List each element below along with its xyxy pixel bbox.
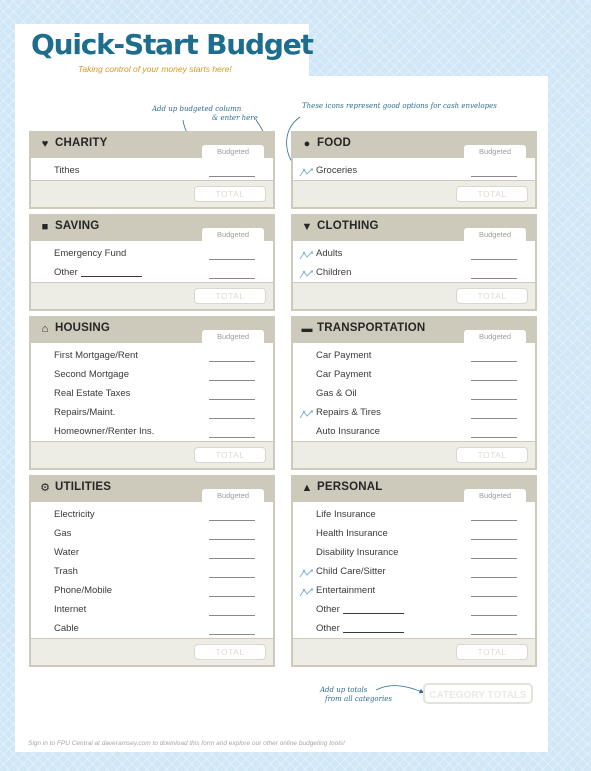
other-name-blank[interactable] [81,276,142,277]
section-total-field[interactable]: TOTAL [456,288,528,304]
budgeted-amount-field[interactable] [209,437,255,438]
section-saving [29,214,275,311]
footer-note: Sign in to FPU Central at daveramsey.com to download this form and explore our other online budgeting tools! [28,740,345,747]
budget-row [293,403,535,422]
budgeted-amount-field[interactable] [471,361,517,362]
budgeted-amount-field[interactable] [471,399,517,400]
row-label: Entertainment [316,585,376,596]
budgeted-amount-field[interactable] [209,520,255,521]
page-title: Quick-Start Budget [31,28,313,61]
note-add-up-budgeted [152,105,258,123]
house-icon: ⌂ [41,323,49,335]
budget-row [293,263,535,282]
row-label: Tithes [54,165,80,176]
budgeted-amount-field[interactable] [471,615,517,616]
gears-icon: ⚙ [40,482,50,494]
row-label: Auto Insurance [316,426,380,437]
budget-row [31,581,273,600]
section-header [293,316,535,343]
row-label: Cable [54,623,79,634]
note-add-up-totals [320,686,392,704]
row-label: Car Payment [316,350,372,361]
budget-row [293,543,535,562]
budgeted-amount-field[interactable] [209,539,255,540]
section-total-bar [293,441,535,470]
other-name-blank[interactable] [343,632,404,633]
budgeted-amount-field[interactable] [209,577,255,578]
row-label: Repairs & Tires [316,407,381,418]
row-label: Child Care/Sitter [316,566,386,577]
budget-row [31,543,273,562]
section-title: CLOTHING [317,220,379,232]
budgeted-amount-field[interactable] [209,278,255,279]
section-header [31,316,273,343]
budget-row [31,244,273,263]
budget-row [31,161,273,180]
budget-row [293,422,535,441]
cash-envelope-icon [299,407,313,417]
section-rows [31,241,273,282]
section-header [31,214,273,241]
section-total-bar [293,180,535,209]
section-rows [31,158,273,180]
budgeted-amount-field[interactable] [209,634,255,635]
section-rows [293,158,535,180]
section-total-field[interactable]: TOTAL [456,186,528,202]
budgeted-amount-field[interactable] [471,577,517,578]
budget-row [31,600,273,619]
apple-icon: ● [303,138,311,150]
budgeted-amount-field[interactable] [209,361,255,362]
budgeted-amount-field[interactable] [471,278,517,279]
note-add-up-line1: Add up budgeted column [152,105,242,113]
row-label: Homeowner/Renter Ins. [54,426,155,437]
section-title: PERSONAL [317,481,383,493]
row-label: Groceries [316,165,358,176]
cash-envelope-icon [299,165,313,175]
budget-row [31,263,273,282]
row-label: Children [316,267,352,278]
row-label: Gas & Oil [316,388,357,399]
section-total-field[interactable]: TOTAL [456,644,528,660]
section-utilities [29,475,275,667]
row-label: Gas [54,528,72,539]
budgeted-amount-field[interactable] [471,539,517,540]
shirt-icon: ▼ [301,221,313,233]
section-housing [29,316,275,470]
row-label: Emergency Fund [54,248,127,259]
row-label: Electricity [54,509,95,520]
budgeted-amount-field[interactable] [209,558,255,559]
row-label: Repairs/Maint. [54,407,116,418]
budgeted-column-label: Budgeted [202,489,264,502]
piggy-bank-icon: ■ [41,221,49,233]
section-clothing [291,214,537,311]
section-total-bar [31,282,273,311]
note-totals-line1: Add up totals [320,686,368,694]
note-envelope-icons: These icons represent good options for cash envelopes [302,102,497,110]
section-total-bar [31,441,273,470]
category-totals-field[interactable]: CATEGORY TOTALS [423,683,533,704]
budget-row [293,161,535,180]
row-label: Other [54,267,142,278]
section-header [293,131,535,158]
budget-row [293,365,535,384]
row-label: Disability Insurance [316,547,399,558]
person-icon: ▲ [301,482,313,494]
row-label: Life Insurance [316,509,376,520]
section-title: TRANSPORTATION [317,322,426,334]
budget-row [293,524,535,543]
budgeted-amount-field[interactable] [471,176,517,177]
cash-envelope-icon [299,585,313,595]
budget-row [31,505,273,524]
cash-envelope-icon [299,248,313,258]
row-label: Car Payment [316,369,372,380]
budget-row [31,365,273,384]
section-rows [293,343,535,441]
note-add-up-line2: & enter here [212,114,258,122]
budget-row [31,384,273,403]
section-header [293,475,535,502]
row-label: Other [316,604,404,615]
section-total-field[interactable]: TOTAL [194,186,266,202]
car-icon: ▬ [301,323,313,335]
budgeted-column-label: Budgeted [202,228,264,241]
section-header [31,475,273,502]
section-transportation [291,316,537,470]
section-total-field[interactable]: TOTAL [194,447,266,463]
budgeted-amount-field[interactable] [209,418,255,419]
budgeted-amount-field[interactable] [471,437,517,438]
row-label: First Mortgage/Rent [54,350,138,361]
section-rows [293,241,535,282]
budget-row [31,524,273,543]
budget-row [31,619,273,638]
section-title: UTILITIES [55,481,112,493]
section-total-field[interactable]: TOTAL [194,288,266,304]
budget-row [293,346,535,365]
note-totals-line2: from all categories [325,695,392,703]
section-food [291,131,537,209]
row-label: Trash [54,566,78,577]
section-charity [29,131,275,209]
section-total-bar [31,638,273,667]
budgeted-amount-field[interactable] [209,596,255,597]
row-label: Other [316,623,404,634]
cash-envelope-icon [299,566,313,576]
section-rows [31,343,273,441]
section-title: FOOD [317,137,352,149]
budget-row [293,619,535,638]
budgeted-amount-field[interactable] [471,558,517,559]
row-label: Adults [316,248,343,259]
budget-row [31,346,273,365]
budget-row [31,562,273,581]
section-total-bar [293,638,535,667]
section-personal [291,475,537,667]
budgeted-amount-field[interactable] [209,259,255,260]
budgeted-amount-field[interactable] [471,520,517,521]
section-total-bar [293,282,535,311]
budgeted-amount-field[interactable] [471,380,517,381]
budgeted-amount-field[interactable] [209,176,255,177]
row-label: Health Insurance [316,528,388,539]
budget-row [293,505,535,524]
budgeted-column-label: Budgeted [464,228,526,241]
budgeted-column-label: Budgeted [202,330,264,343]
row-label: Internet [54,604,87,615]
budgeted-column-label: Budgeted [464,489,526,502]
row-label: Real Estate Taxes [54,388,131,399]
section-title: CHARITY [55,137,108,149]
budget-row [31,422,273,441]
budget-row [293,562,535,581]
section-total-field[interactable]: TOTAL [456,447,528,463]
section-total-field[interactable]: TOTAL [194,644,266,660]
budget-row [293,600,535,619]
budgeted-amount-field[interactable] [209,615,255,616]
section-rows [293,502,535,638]
row-label: Phone/Mobile [54,585,113,596]
row-label: Water [54,547,79,558]
section-title: HOUSING [55,322,111,334]
budgeted-amount-field[interactable] [471,596,517,597]
budgeted-amount-field[interactable] [471,634,517,635]
budgeted-amount-field[interactable] [471,418,517,419]
section-title: SAVING [55,220,100,232]
budgeted-amount-field[interactable] [209,399,255,400]
budget-row [31,403,273,422]
budgeted-amount-field[interactable] [471,259,517,260]
budgeted-amount-field[interactable] [209,380,255,381]
page-subtitle: Taking control of your money starts here! [78,64,232,74]
budgeted-column-label: Budgeted [464,330,526,343]
other-name-blank[interactable] [343,613,404,614]
section-rows [31,502,273,638]
budget-row [293,244,535,263]
cash-envelope-icon [299,267,313,277]
row-label: Second Mortgage [54,369,129,380]
budgeted-column-label: Budgeted [464,145,526,158]
section-total-bar [31,180,273,209]
section-header [31,131,273,158]
budget-row [293,384,535,403]
budgeted-column-label: Budgeted [202,145,264,158]
section-header [293,214,535,241]
budget-row [293,581,535,600]
heart-icon: ♥ [41,138,49,150]
